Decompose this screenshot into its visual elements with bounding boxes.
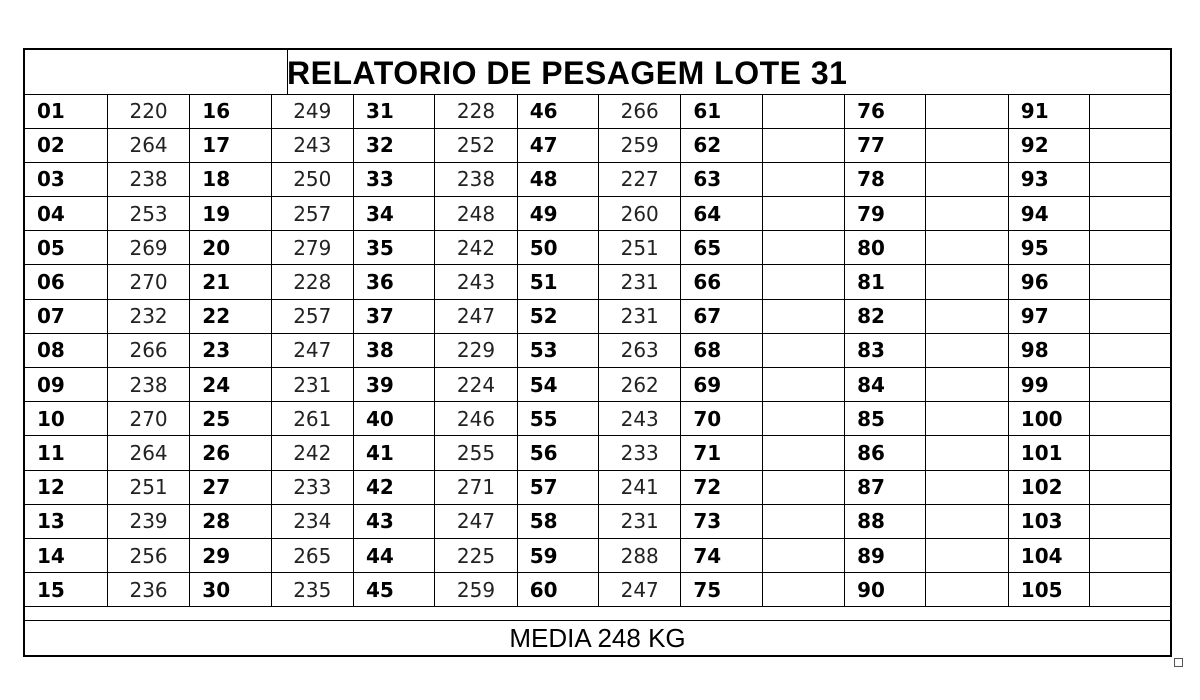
animal-number-cell: 86 bbox=[845, 436, 926, 470]
animal-number-cell: 18 bbox=[190, 162, 271, 196]
animal-number-cell: 41 bbox=[353, 436, 434, 470]
animal-number-cell: 02 bbox=[25, 128, 107, 162]
weight-value-cell bbox=[1090, 265, 1170, 299]
animal-number-cell: 35 bbox=[353, 231, 434, 265]
animal-number-cell: 95 bbox=[1008, 231, 1089, 265]
weight-value-cell bbox=[1090, 504, 1170, 538]
weight-value-cell bbox=[926, 573, 1008, 607]
animal-number-cell: 47 bbox=[517, 128, 598, 162]
weight-value-cell bbox=[1090, 573, 1170, 607]
animal-number-cell: 53 bbox=[517, 333, 598, 367]
weight-value-cell: 220 bbox=[107, 94, 189, 128]
animal-number-cell: 80 bbox=[845, 231, 926, 265]
animal-number-cell: 20 bbox=[190, 231, 271, 265]
weight-value-cell: 248 bbox=[435, 197, 517, 231]
animal-number-cell: 64 bbox=[681, 197, 762, 231]
weight-value-cell: 224 bbox=[435, 368, 517, 402]
animal-number-cell: 69 bbox=[681, 368, 762, 402]
table-row bbox=[25, 299, 1170, 333]
animal-number-cell: 85 bbox=[845, 402, 926, 436]
animal-number-cell: 75 bbox=[681, 573, 762, 607]
weight-value-cell: 257 bbox=[271, 197, 353, 231]
table-row bbox=[25, 265, 1170, 299]
animal-number-cell: 24 bbox=[190, 368, 271, 402]
weight-value-cell: 231 bbox=[599, 265, 681, 299]
report-title: RELATORIO DE PESAGEM LOTE 31 bbox=[287, 55, 848, 91]
table-row bbox=[25, 128, 1170, 162]
weight-value-cell: 260 bbox=[599, 197, 681, 231]
animal-number-cell: 22 bbox=[190, 299, 271, 333]
title-left-cell bbox=[25, 50, 288, 94]
animal-number-cell: 71 bbox=[681, 436, 762, 470]
animal-number-cell: 48 bbox=[517, 162, 598, 196]
weight-value-cell: 259 bbox=[435, 573, 517, 607]
table-row bbox=[25, 333, 1170, 367]
weight-value-cell: 242 bbox=[271, 436, 353, 470]
table-row bbox=[25, 231, 1170, 265]
animal-number-cell: 74 bbox=[681, 538, 762, 572]
animal-number-cell: 15 bbox=[25, 573, 107, 607]
animal-number-cell: 99 bbox=[1008, 368, 1089, 402]
weight-value-cell: 241 bbox=[599, 470, 681, 504]
animal-number-cell: 28 bbox=[190, 504, 271, 538]
animal-number-cell: 55 bbox=[517, 402, 598, 436]
average-footer: MEDIA 248 KG bbox=[25, 620, 1170, 655]
animal-number-cell: 25 bbox=[190, 402, 271, 436]
animal-number-cell: 19 bbox=[190, 197, 271, 231]
animal-number-cell: 17 bbox=[190, 128, 271, 162]
weight-value-cell: 271 bbox=[435, 470, 517, 504]
weight-value-cell: 228 bbox=[271, 265, 353, 299]
weight-value-cell bbox=[1090, 128, 1170, 162]
animal-number-cell: 39 bbox=[353, 368, 434, 402]
weight-value-cell: 236 bbox=[107, 573, 189, 607]
weight-value-cell bbox=[926, 299, 1008, 333]
animal-number-cell: 70 bbox=[681, 402, 762, 436]
animal-number-cell: 90 bbox=[845, 573, 926, 607]
animal-number-cell: 88 bbox=[845, 504, 926, 538]
animal-number-cell: 96 bbox=[1008, 265, 1089, 299]
animal-number-cell: 98 bbox=[1008, 333, 1089, 367]
animal-number-cell: 105 bbox=[1008, 573, 1089, 607]
weight-value-cell bbox=[926, 402, 1008, 436]
weight-value-cell: 266 bbox=[107, 333, 189, 367]
weight-value-cell bbox=[1090, 231, 1170, 265]
animal-number-cell: 05 bbox=[25, 231, 107, 265]
weight-value-cell: 266 bbox=[599, 94, 681, 128]
weight-value-cell bbox=[762, 265, 844, 299]
weight-value-cell bbox=[926, 231, 1008, 265]
weight-value-cell: 231 bbox=[271, 368, 353, 402]
weight-value-cell bbox=[762, 299, 844, 333]
weight-value-cell bbox=[926, 538, 1008, 572]
weight-value-cell: 249 bbox=[271, 94, 353, 128]
animal-number-cell: 102 bbox=[1008, 470, 1089, 504]
animal-number-cell: 36 bbox=[353, 265, 434, 299]
weight-value-cell: 235 bbox=[271, 573, 353, 607]
animal-number-cell: 67 bbox=[681, 299, 762, 333]
animal-number-cell: 97 bbox=[1008, 299, 1089, 333]
animal-number-cell: 13 bbox=[25, 504, 107, 538]
table-row bbox=[25, 94, 1170, 128]
weight-value-cell: 246 bbox=[435, 402, 517, 436]
weight-value-cell bbox=[762, 402, 844, 436]
animal-number-cell: 59 bbox=[517, 538, 598, 572]
table-row bbox=[25, 504, 1170, 538]
weight-value-cell bbox=[762, 504, 844, 538]
animal-number-cell: 46 bbox=[517, 94, 598, 128]
weights-grid bbox=[25, 94, 1170, 607]
animal-number-cell: 31 bbox=[353, 94, 434, 128]
weight-value-cell bbox=[926, 162, 1008, 196]
weight-value-cell: 264 bbox=[107, 436, 189, 470]
animal-number-cell: 73 bbox=[681, 504, 762, 538]
animal-number-cell: 56 bbox=[517, 436, 598, 470]
animal-number-cell: 06 bbox=[25, 265, 107, 299]
animal-number-cell: 78 bbox=[845, 162, 926, 196]
animal-number-cell: 10 bbox=[25, 402, 107, 436]
animal-number-cell: 72 bbox=[681, 470, 762, 504]
weight-value-cell: 243 bbox=[599, 402, 681, 436]
animal-number-cell: 87 bbox=[845, 470, 926, 504]
weight-value-cell bbox=[762, 333, 844, 367]
weight-value-cell bbox=[1090, 197, 1170, 231]
weight-value-cell bbox=[926, 470, 1008, 504]
weight-value-cell bbox=[762, 231, 844, 265]
weight-value-cell bbox=[926, 128, 1008, 162]
animal-number-cell: 58 bbox=[517, 504, 598, 538]
animal-number-cell: 43 bbox=[353, 504, 434, 538]
animal-number-cell: 84 bbox=[845, 368, 926, 402]
weight-value-cell bbox=[762, 573, 844, 607]
weight-value-cell: 264 bbox=[107, 128, 189, 162]
weight-value-cell: 239 bbox=[107, 504, 189, 538]
animal-number-cell: 49 bbox=[517, 197, 598, 231]
weight-value-cell: 269 bbox=[107, 231, 189, 265]
animal-number-cell: 65 bbox=[681, 231, 762, 265]
title-row bbox=[25, 50, 1170, 95]
weight-value-cell: 279 bbox=[271, 231, 353, 265]
weight-value-cell bbox=[762, 470, 844, 504]
weight-value-cell: 251 bbox=[599, 231, 681, 265]
weight-value-cell: 247 bbox=[435, 299, 517, 333]
weight-value-cell: 250 bbox=[271, 162, 353, 196]
table-row bbox=[25, 402, 1170, 436]
animal-number-cell: 29 bbox=[190, 538, 271, 572]
weight-value-cell bbox=[1090, 436, 1170, 470]
animal-number-cell: 61 bbox=[681, 94, 762, 128]
animal-number-cell: 01 bbox=[25, 94, 107, 128]
animal-number-cell: 66 bbox=[681, 265, 762, 299]
weight-value-cell bbox=[1090, 538, 1170, 572]
weight-value-cell: 256 bbox=[107, 538, 189, 572]
weight-value-cell: 263 bbox=[599, 333, 681, 367]
weight-value-cell bbox=[1090, 402, 1170, 436]
weight-value-cell bbox=[1090, 162, 1170, 196]
weight-value-cell bbox=[1090, 299, 1170, 333]
weight-value-cell: 251 bbox=[107, 470, 189, 504]
weight-value-cell: 247 bbox=[271, 333, 353, 367]
weight-value-cell bbox=[926, 504, 1008, 538]
weight-value-cell: 247 bbox=[435, 504, 517, 538]
weight-value-cell: 247 bbox=[599, 573, 681, 607]
weight-value-cell bbox=[926, 333, 1008, 367]
animal-number-cell: 77 bbox=[845, 128, 926, 162]
weight-value-cell: 265 bbox=[271, 538, 353, 572]
animal-number-cell: 101 bbox=[1008, 436, 1089, 470]
table-row bbox=[25, 573, 1170, 607]
weight-value-cell: 238 bbox=[107, 162, 189, 196]
weight-value-cell bbox=[1090, 368, 1170, 402]
animal-number-cell: 12 bbox=[25, 470, 107, 504]
table-row bbox=[25, 162, 1170, 196]
animal-number-cell: 104 bbox=[1008, 538, 1089, 572]
animal-number-cell: 60 bbox=[517, 573, 598, 607]
weighing-report-table bbox=[23, 48, 1172, 657]
weight-value-cell: 243 bbox=[271, 128, 353, 162]
animal-number-cell: 37 bbox=[353, 299, 434, 333]
animal-number-cell: 93 bbox=[1008, 162, 1089, 196]
animal-number-cell: 76 bbox=[845, 94, 926, 128]
weight-value-cell: 270 bbox=[107, 402, 189, 436]
animal-number-cell: 62 bbox=[681, 128, 762, 162]
animal-number-cell: 79 bbox=[845, 197, 926, 231]
weight-value-cell bbox=[926, 197, 1008, 231]
animal-number-cell: 09 bbox=[25, 368, 107, 402]
weight-value-cell: 231 bbox=[599, 504, 681, 538]
weight-value-cell: 253 bbox=[107, 197, 189, 231]
table-row bbox=[25, 368, 1170, 402]
animal-number-cell: 63 bbox=[681, 162, 762, 196]
animal-number-cell: 91 bbox=[1008, 94, 1089, 128]
weight-value-cell: 229 bbox=[435, 333, 517, 367]
weight-value-cell: 225 bbox=[435, 538, 517, 572]
weight-value-cell: 259 bbox=[599, 128, 681, 162]
weight-value-cell bbox=[926, 368, 1008, 402]
weight-value-cell bbox=[762, 94, 844, 128]
animal-number-cell: 52 bbox=[517, 299, 598, 333]
weight-value-cell: 261 bbox=[271, 402, 353, 436]
weight-value-cell bbox=[762, 538, 844, 572]
animal-number-cell: 08 bbox=[25, 333, 107, 367]
animal-number-cell: 34 bbox=[353, 197, 434, 231]
weight-value-cell: 233 bbox=[599, 436, 681, 470]
weight-value-cell bbox=[762, 197, 844, 231]
weight-value-cell bbox=[762, 368, 844, 402]
weight-value-cell: 255 bbox=[435, 436, 517, 470]
animal-number-cell: 92 bbox=[1008, 128, 1089, 162]
animal-number-cell: 57 bbox=[517, 470, 598, 504]
animal-number-cell: 45 bbox=[353, 573, 434, 607]
animal-number-cell: 82 bbox=[845, 299, 926, 333]
weight-value-cell bbox=[1090, 333, 1170, 367]
weight-value-cell: 227 bbox=[599, 162, 681, 196]
weight-value-cell bbox=[1090, 94, 1170, 128]
weight-value-cell: 234 bbox=[271, 504, 353, 538]
table-row bbox=[25, 197, 1170, 231]
weight-value-cell: 252 bbox=[435, 128, 517, 162]
table-row bbox=[25, 436, 1170, 470]
weight-value-cell: 242 bbox=[435, 231, 517, 265]
animal-number-cell: 16 bbox=[190, 94, 271, 128]
animal-number-cell: 81 bbox=[845, 265, 926, 299]
weight-value-cell: 288 bbox=[599, 538, 681, 572]
weight-value-cell bbox=[762, 162, 844, 196]
weight-value-cell: 233 bbox=[271, 470, 353, 504]
animal-number-cell: 89 bbox=[845, 538, 926, 572]
animal-number-cell: 32 bbox=[353, 128, 434, 162]
table-resize-handle[interactable] bbox=[1174, 658, 1183, 667]
weight-value-cell: 231 bbox=[599, 299, 681, 333]
weight-value-cell bbox=[762, 128, 844, 162]
weight-value-cell: 228 bbox=[435, 94, 517, 128]
animal-number-cell: 103 bbox=[1008, 504, 1089, 538]
animal-number-cell: 42 bbox=[353, 470, 434, 504]
animal-number-cell: 26 bbox=[190, 436, 271, 470]
animal-number-cell: 07 bbox=[25, 299, 107, 333]
animal-number-cell: 68 bbox=[681, 333, 762, 367]
animal-number-cell: 100 bbox=[1008, 402, 1089, 436]
animal-number-cell: 27 bbox=[190, 470, 271, 504]
weight-value-cell: 262 bbox=[599, 368, 681, 402]
weight-value-cell bbox=[1090, 470, 1170, 504]
animal-number-cell: 23 bbox=[190, 333, 271, 367]
weight-value-cell bbox=[926, 265, 1008, 299]
animal-number-cell: 14 bbox=[25, 538, 107, 572]
table-row bbox=[25, 538, 1170, 572]
animal-number-cell: 44 bbox=[353, 538, 434, 572]
animal-number-cell: 11 bbox=[25, 436, 107, 470]
animal-number-cell: 03 bbox=[25, 162, 107, 196]
weight-value-cell bbox=[762, 436, 844, 470]
animal-number-cell: 50 bbox=[517, 231, 598, 265]
animal-number-cell: 33 bbox=[353, 162, 434, 196]
weight-value-cell bbox=[926, 436, 1008, 470]
animal-number-cell: 38 bbox=[353, 333, 434, 367]
animal-number-cell: 54 bbox=[517, 368, 598, 402]
weight-value-cell: 257 bbox=[271, 299, 353, 333]
animal-number-cell: 94 bbox=[1008, 197, 1089, 231]
weight-value-cell: 238 bbox=[435, 162, 517, 196]
animal-number-cell: 04 bbox=[25, 197, 107, 231]
animal-number-cell: 21 bbox=[190, 265, 271, 299]
animal-number-cell: 30 bbox=[190, 573, 271, 607]
weight-value-cell bbox=[926, 94, 1008, 128]
animal-number-cell: 83 bbox=[845, 333, 926, 367]
animal-number-cell: 40 bbox=[353, 402, 434, 436]
weight-value-cell: 243 bbox=[435, 265, 517, 299]
table-row bbox=[25, 470, 1170, 504]
weight-value-cell: 270 bbox=[107, 265, 189, 299]
weight-value-cell: 232 bbox=[107, 299, 189, 333]
weight-value-cell: 238 bbox=[107, 368, 189, 402]
animal-number-cell: 51 bbox=[517, 265, 598, 299]
